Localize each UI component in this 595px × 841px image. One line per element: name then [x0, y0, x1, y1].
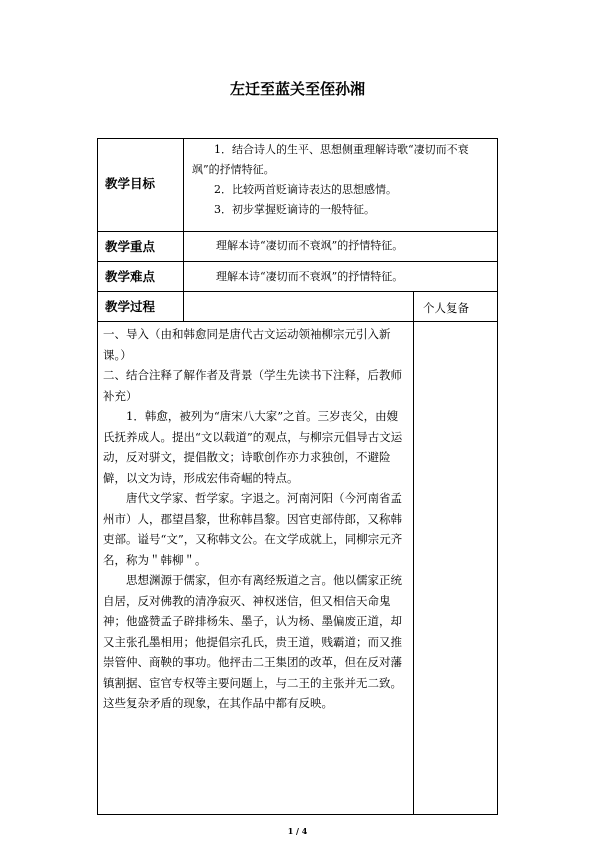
focus-label: 教学重点 [105, 239, 156, 254]
process-label: 教学过程 [105, 299, 156, 314]
goal-item: 3．初步掌握贬谪诗的一般特征。 [214, 203, 375, 216]
goals-label: 教学目标 [105, 176, 156, 191]
difficulty-text: 理解本诗“凄切而不衰飒”的抒情特征。 [216, 270, 404, 283]
page-indicator: 1 / 4 [287, 826, 308, 836]
process-body [103, 324, 407, 714]
personal-review-label: 个人复备 [423, 301, 469, 315]
paragraph: 唐代文学家、哲学家。字退之。河南河阳（今河南省孟州市）人，郡望昌黎，世称韩昌黎。因官吏部侍郎，又称韩吏部。谥号“文”，又称韩文公。在文学成就上，同柳宗元齐名，称为＂韩柳＂。 [103, 491, 403, 567]
goals-content [192, 140, 490, 220]
row-divider [97, 261, 498, 262]
document-title: 左迁至蓝关至侄孙湘 [229, 80, 365, 98]
table-border-left [97, 138, 98, 815]
goal-item: 2．比较两首贬谪诗表达的思想感情。 [214, 183, 397, 196]
goal-item: 1．结合诗人的生平、思想侧重理解诗歌“凄切而不衰飒”的抒情特征。 [192, 143, 469, 176]
row-divider [97, 291, 498, 292]
row-divider [97, 231, 498, 232]
table-border-top [97, 138, 498, 139]
paragraph: 1．韩愈，被列为“唐宋八大家”之首。三岁丧父，由嫂氏抚养成人。提出“文以载道”的观点，与柳宗元倡导古文运动，反对骈文，提倡散文；诗歌创作亦力求独创，不避险僻，以文为诗，形成宏伟奇崛的特点。 [103, 409, 403, 485]
focus-text: 理解本诗“凄切而不衰飒”的抒情特征。 [216, 239, 404, 252]
paragraph: 一、导入（由和韩愈同是唐代古文运动领袖柳宗元引入新课。） [103, 327, 391, 362]
paragraph: 二、结合注释了解作者及背景（学生先读书下注释，后教师补充） [103, 368, 402, 403]
paragraph: 思想渊源于儒家，但亦有离经叛道之言。他以儒家正统自居，反对佛教的清净寂灭、神权迷信，但又相信天命鬼神；他盛赞孟子辟排杨朱、墨子，认为杨、墨偏废正道，却又主张孔墨相用；他提倡宗孔氏，贵王道，贱霸道；而又推崇管仲、商鞅的事功。他抨击二王集团的改革，但在反对藩镇割据、宦官专权等主要问题上，与二王的主张并无二致。这些复杂矛盾的现象，在其作品中都有反映。 [103, 573, 402, 710]
lesson-plan-table [97, 138, 498, 815]
table-border-right [497, 138, 498, 815]
table-border-bottom [97, 814, 498, 815]
column-divider [183, 138, 184, 321]
column-divider [413, 291, 414, 814]
row-divider [97, 321, 498, 322]
difficulty-label: 教学难点 [105, 269, 156, 284]
